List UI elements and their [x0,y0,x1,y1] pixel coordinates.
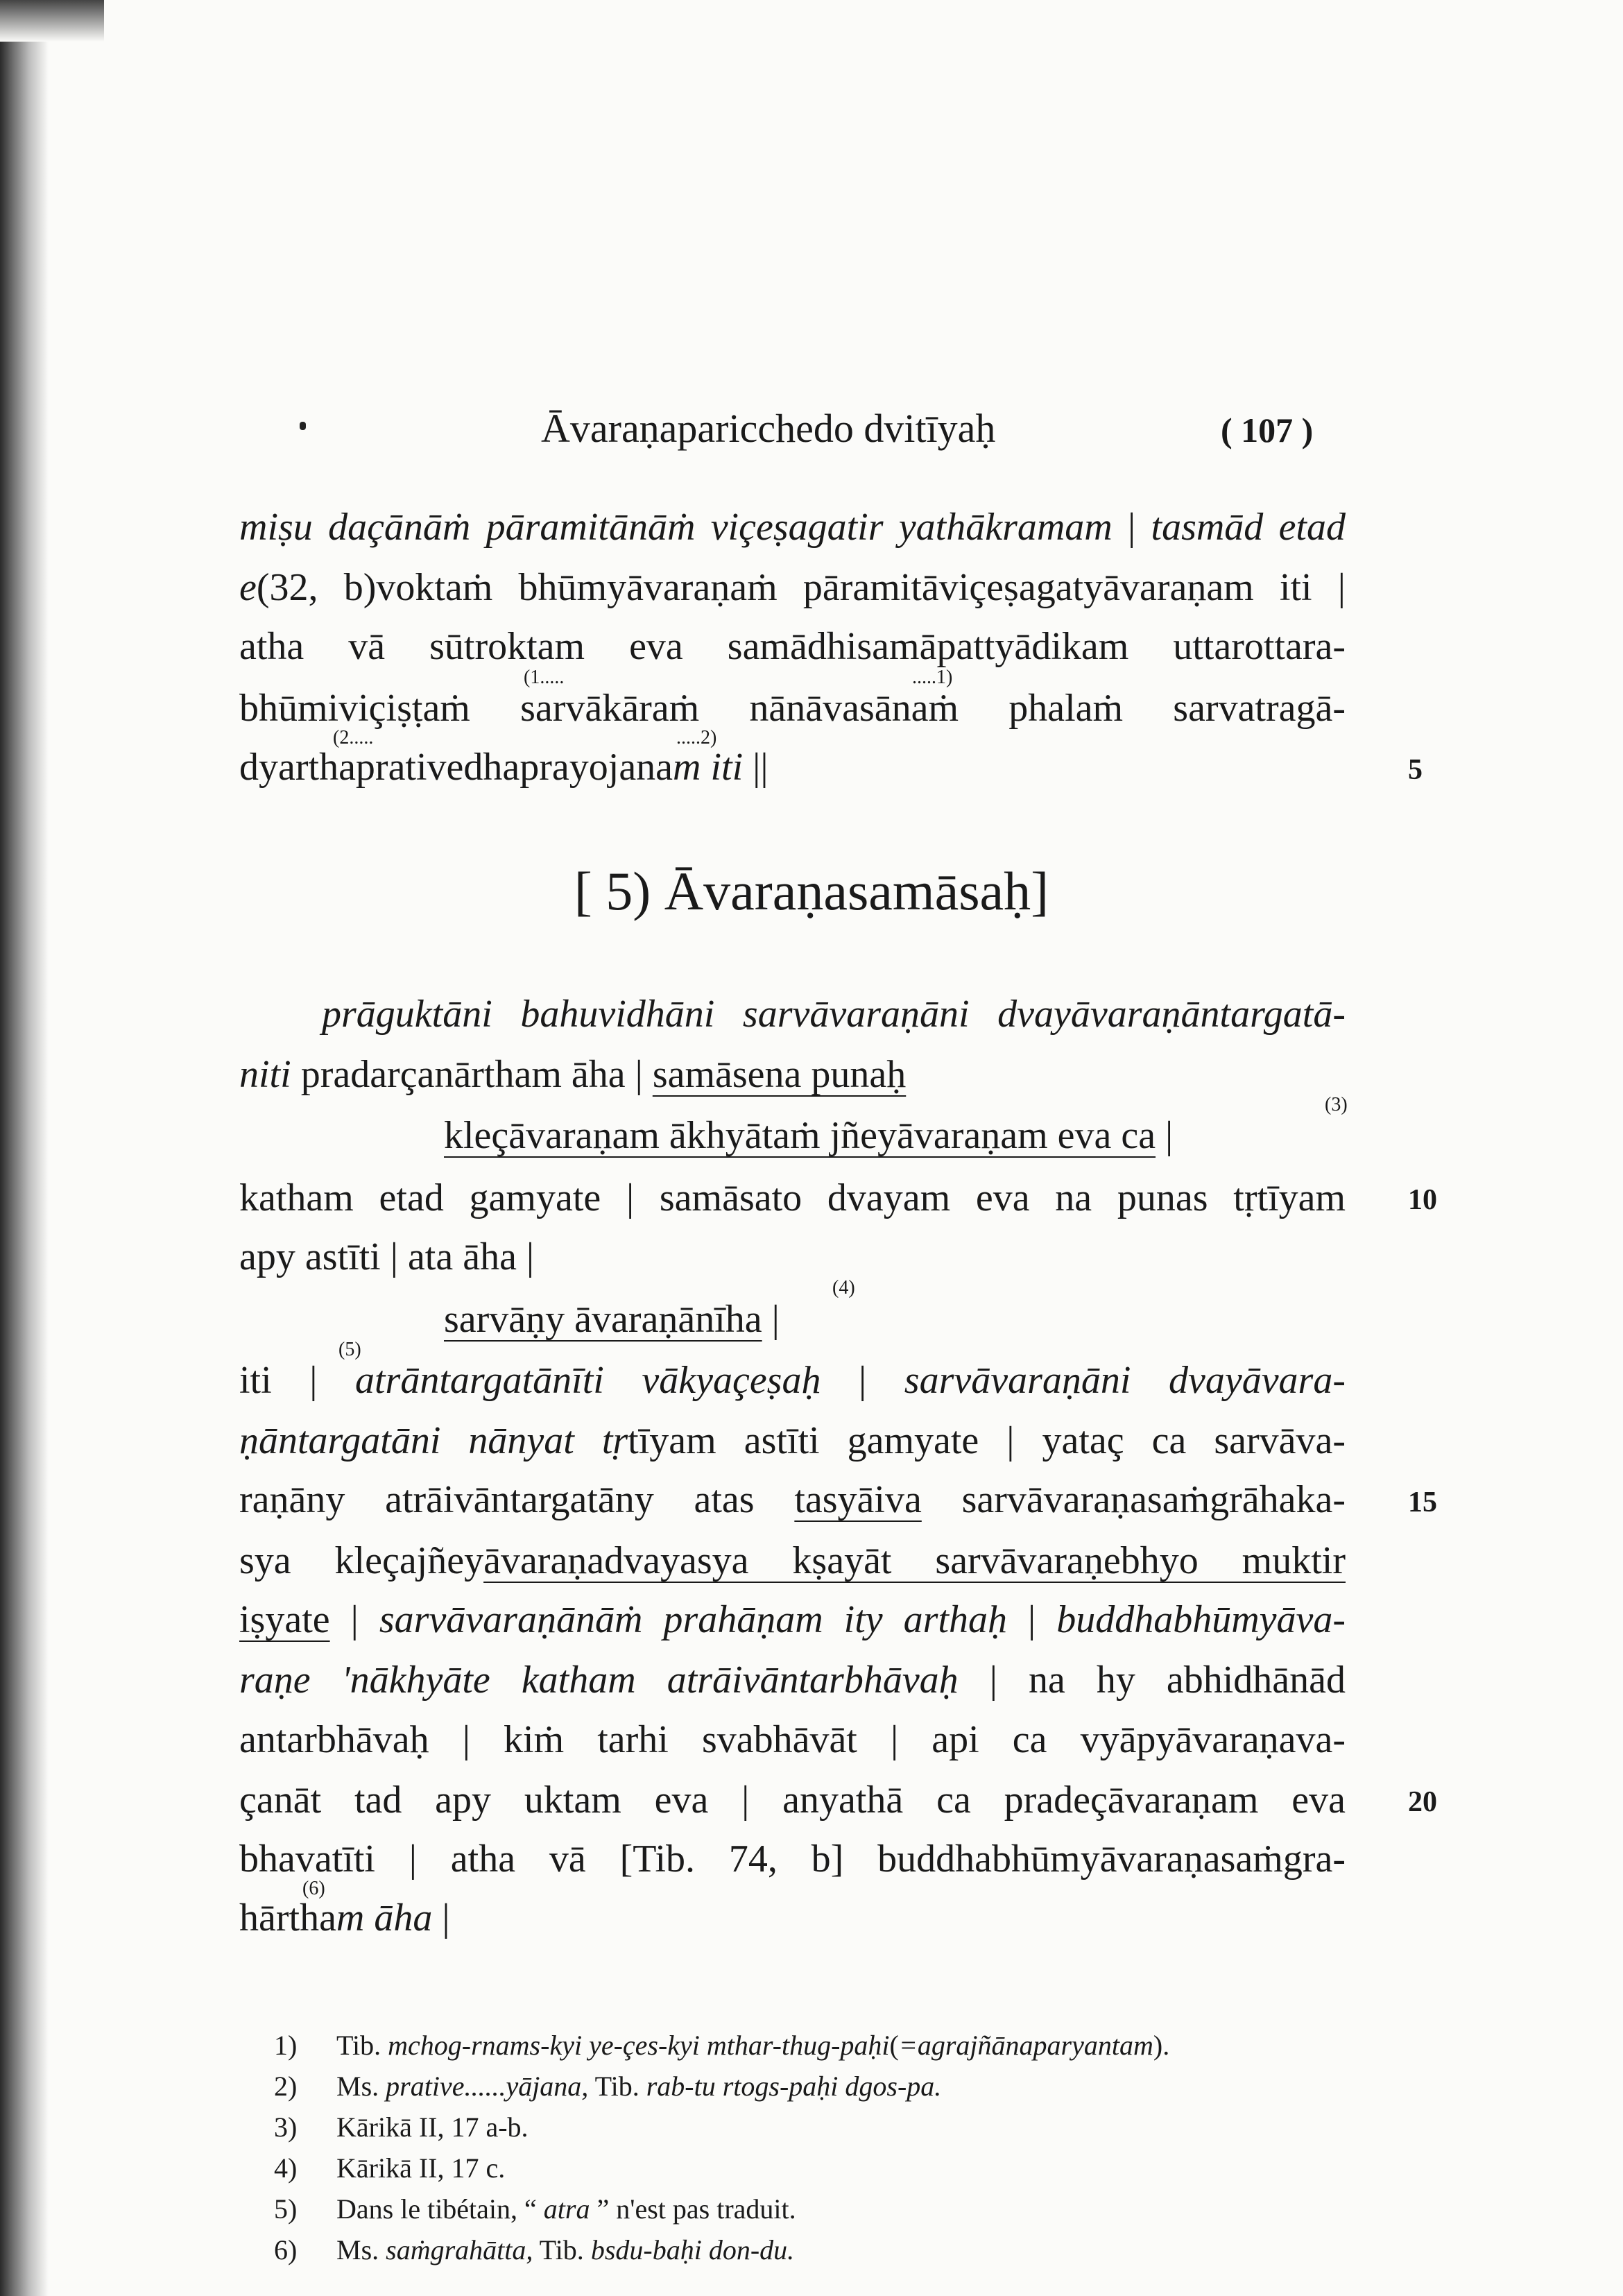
footnote-number: 5) [274,2193,298,2225]
text-span: | [432,1896,450,1939]
text-span: | [821,1359,904,1402]
text-span: tīyam astīti gamyate | yataç ca sarvāva- [628,1419,1346,1462]
text-span: apy astīti | ata āha | [239,1235,535,1278]
note-marker: .....1) [912,667,953,688]
text-span: çanāt tad apy uktam eva | anyathā ca pradeçāvaraṇam eva [239,1779,1346,1822]
text-span: Ms. [336,2234,386,2265]
page-corner-shadow [0,0,104,42]
text-line [239,1600,1346,1639]
footnote-number: 6) [274,2234,298,2265]
line-number: 10 [1408,1184,1437,1216]
text-span: Kārikā II, 17 c. [336,2152,506,2184]
underlined-text: iṣyate [239,1598,330,1641]
text-span: ” n'est pas traduit. [590,2193,796,2225]
footnote-number: 2) [274,2071,298,2102]
running-title: Āvaraṇaparicchedo dvitīyaḥ [541,406,996,451]
text-span: Dans le tibétain, “ [336,2193,544,2225]
note-marker: .....2) [676,727,717,748]
italic-text: buddhabhūmyāva- [1056,1598,1346,1641]
text-line [239,568,1346,607]
text-line [239,1176,1346,1219]
ink-dot [300,422,306,430]
italic-text: miṣu daçānāṁ pāramitānāṁ viçeṣagatir yathākramam [239,506,1113,549]
text-line [239,1541,1346,1580]
italic-text: e [239,566,257,609]
italic-text: sarvāvaraṇānāṁ prahāṇam ity arthaḥ [379,1598,1007,1641]
text-span: sarvāvaraṇasaṁgrāhaka- [921,1478,1346,1521]
text-line [239,627,1346,666]
text-line [239,1659,1346,1702]
footnote-number: 3) [274,2111,298,2143]
text-line [239,1896,1346,1939]
footnote-text [336,2152,505,2185]
italic-text: ṇāntargatāni nānyat tṛ [239,1419,628,1462]
italic-text: =agrajñānaparyantam [898,2030,1153,2061]
underlined-text: kleçāvaraṇam ākhyātaṁ jñeyāvaraṇam eva ca [444,1114,1156,1157]
note-marker: (1..... [524,667,565,688]
line-number: 15 [1408,1487,1437,1518]
footnote-number: 1) [274,2030,298,2061]
text-span: | [329,1598,379,1641]
underlined-text: samāsena punaḥ [652,1053,907,1096]
italic-text: rab-tu rtogs-paḥi dgos-pa. [646,2071,942,2102]
footnote [0,2111,1623,2144]
text-span: ( [889,2030,899,2061]
footnote [0,2152,1623,2185]
text-line [444,1116,1346,1155]
text-span: iti | [239,1359,355,1402]
note-marker: (4) [832,1277,855,1299]
footnote [0,2029,1623,2062]
text-span: | [1156,1114,1174,1157]
text-span: | na hy abhidhānād [958,1659,1346,1702]
text-line [239,1779,1346,1822]
text-line [239,689,1346,728]
note-marker: (5) [338,1339,361,1360]
footnote [0,2193,1623,2226]
italic-text: bsdu-baḥi don-du. [590,2234,795,2265]
text-span: | [762,1298,780,1341]
footnote-text [336,2070,941,2103]
text-line [239,508,1346,547]
italic-text: niti [239,1053,291,1096]
text-span: dyarthaprativedhaprayojana [239,746,673,789]
note-marker: (3) [1325,1094,1348,1115]
text-line [444,1300,1346,1339]
italic-text: tasmād etad [1151,506,1346,549]
text-span: (32, b)voktaṁ bhūmyāvaraṇaṁ pāramitāviçeṣagatyāvaraṇam iti | [256,566,1346,609]
text-span: antarbhāvaḥ | kiṁ tarhi svabhāvāt | api ca vyāpyāvaraṇava- [239,1718,1346,1761]
text-line [239,1837,1346,1881]
section-heading: [ 5) Āvaraṇasamāsaḥ] [574,861,1049,921]
note-marker: (2..... [333,727,374,748]
text-line [239,1480,1346,1519]
text-span: Tib. [588,2071,646,2102]
text-line [322,995,1346,1034]
text-line [239,1055,1346,1094]
text-span: bhūmiviçiṣṭaṁ sarvākāraṁ nānāvasānaṁ phalaṁ sarvatragā- [239,687,1346,730]
text-span: | [1006,1598,1057,1641]
footnote-text [336,2193,796,2226]
underlined-text: sarvāṇy āvaraṇānīha [444,1298,762,1341]
text-line [239,1237,1346,1276]
text-span: ). [1153,2030,1170,2061]
text-span: || [743,746,768,789]
text-span: Tib. [336,2030,388,2061]
footnote [0,2234,1623,2267]
italic-text: prāguktāni bahuvidhāni sarvāvaraṇāni dvayāvaraṇāntargatā- [322,993,1346,1036]
text-line [239,1361,1346,1400]
italic-text: mchog-rnams-kyi ye-çes-kyi mthar-thug-paḥi [388,2030,890,2061]
text-span: katham etad gamyate | samāsato dvayam eva na punas tṛtīyam [239,1176,1346,1219]
text-line [239,1720,1346,1759]
text-span: Ms. [336,2071,386,2102]
text-span: | [1112,506,1151,549]
underlined-text: tasyāiva [794,1478,922,1521]
italic-text: m āha [336,1896,433,1939]
text-line [239,748,1346,787]
italic-text: prative......yājana, [386,2071,589,2102]
text-span: bhavatīti | atha vā [Tib. 74, b] buddhabhūmyāvaraṇasaṁgra- [239,1837,1346,1881]
line-number: 20 [1408,1786,1437,1818]
line-number: 5 [1408,754,1423,786]
text-span: Kārikā II, 17 a-b. [336,2111,529,2143]
note-marker: (6) [302,1878,325,1899]
underlined-text: āvaraṇadvayasya kṣayāt sarvāvaraṇebhyo muktir [483,1539,1346,1582]
book-binding-shadow [0,0,49,2296]
footnote-text [336,2029,1169,2062]
italic-text: m iti [673,746,744,789]
text-line [239,1421,1346,1460]
text-span: Tib. [533,2234,591,2265]
text-span: hārtha [239,1896,336,1939]
footnote-text [336,2234,794,2267]
italic-text: atra [543,2193,590,2225]
footnote-text [336,2111,529,2144]
italic-text: sarvāvaraṇāni dvayāvara- [904,1359,1346,1402]
italic-text: atrāntargatānīti vākyaçeṣaḥ [355,1359,821,1402]
footnote-number: 4) [274,2152,298,2184]
italic-text: saṁgrahātta, [386,2234,533,2265]
text-span: raṇāny atrāivāntargatāny atas [239,1478,795,1521]
text-span: sya kleçajñey [239,1539,484,1582]
text-span: atha vā sūtroktam eva samādhisamāpattyādikam uttarottara- [239,625,1346,668]
footnote [0,2070,1623,2103]
text-span: pradarçanārtham āha | [291,1053,653,1096]
italic-text: raṇe 'nākhyāte katham atrāivāntarbhāvaḥ [239,1659,959,1702]
page-number: ( 107 ) [1221,411,1314,449]
